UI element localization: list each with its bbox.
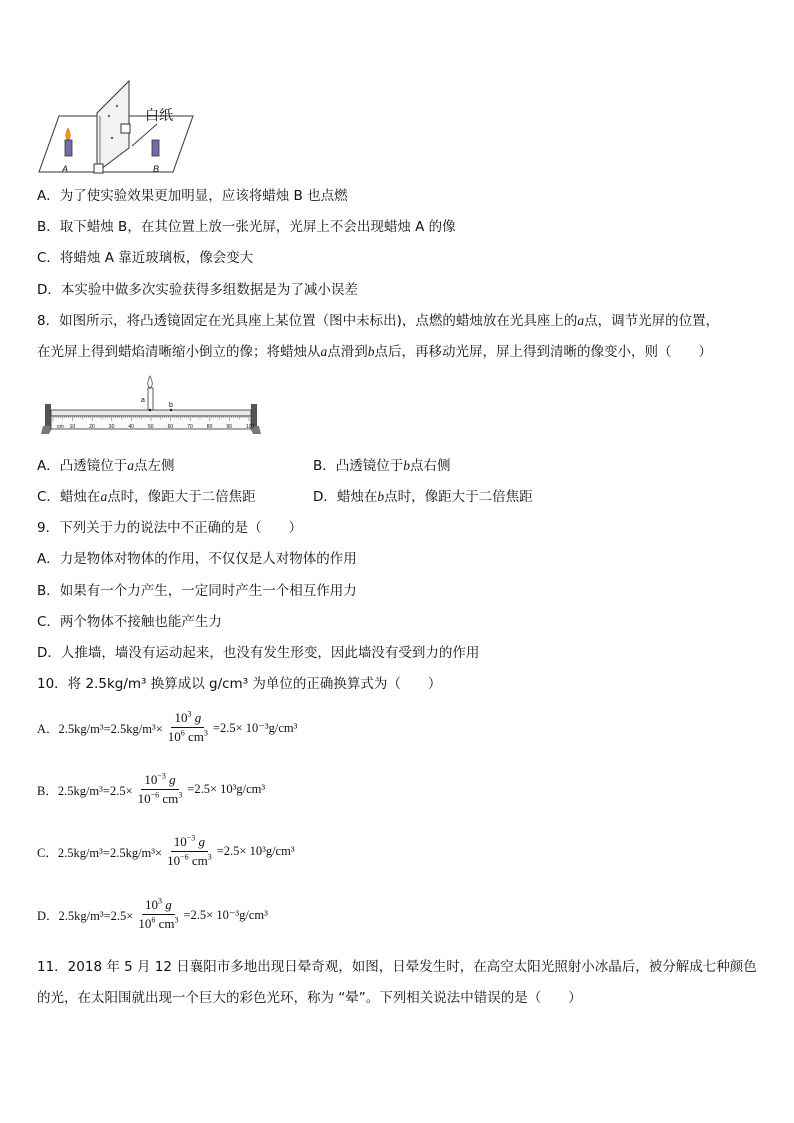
q10-option-d-fraction: $\frac{10^3 g}{10^6 cm^3}$ xyxy=(138,896,179,931)
q7-option-b: B．取下蜡烛 B，在其位置上放一张光屏，光屏上不会出现蜡烛 A 的像 xyxy=(37,219,456,235)
q7-option-a: A．为了使实验效果更加明显，应该将蜡烛 B 也点燃 xyxy=(37,188,348,204)
q8-option-c-pre: C．蜡烛在 xyxy=(37,489,101,505)
ruler-unit: cm xyxy=(57,424,64,430)
var-a: a xyxy=(127,458,134,473)
var-a: a xyxy=(577,313,585,328)
var-b: b xyxy=(377,489,385,504)
mirror-experiment-figure xyxy=(37,76,197,176)
q10-option-b-post: =2.5× 10³g/cm³ xyxy=(187,782,266,796)
q10-option-c-post: =2.5× 10³g/cm³ xyxy=(216,844,295,858)
q9-option-c: C．两个物体不接触也能产生力 xyxy=(37,614,222,630)
var-b: b xyxy=(403,458,411,473)
q8-option-b-post: 点右侧 xyxy=(410,458,451,474)
q8-stem-line1 xyxy=(37,312,719,330)
point-a xyxy=(149,409,151,411)
q9-stem: 9．下列关于力的说法中不正确的是（ ） xyxy=(37,520,303,536)
glass-clip xyxy=(121,124,130,133)
q10-option-b xyxy=(37,772,265,807)
q8-option-d xyxy=(313,488,533,506)
ruler-tick-label: 30 xyxy=(108,424,115,430)
flame-icon xyxy=(66,128,71,140)
label-paper: 白纸 xyxy=(145,107,173,123)
ruler-tick-label: 100 xyxy=(246,424,255,430)
q9-option-a: A．力是物体对物体的作用，不仅仅是人对物体的作用 xyxy=(37,551,357,567)
ruler-label-a: a xyxy=(141,397,145,404)
q8-stem-line2-pre: 在光屏上得到蜡焰清晰缩小倒立的像；将蜡烛从 xyxy=(37,344,321,360)
q10-option-c-fraction: $\frac{10^{-3} g}{10^{-6} cm^3}$ xyxy=(167,833,212,868)
q11-stem-line2: 的光，在太阳围就出现一个巨大的彩色光环，称为 “晕”。下列相关说法中错误的是（ ） xyxy=(37,990,582,1006)
optical-bench-figure xyxy=(37,374,267,436)
q10-option-c xyxy=(37,834,295,869)
q10-option-a-post: =2.5× 10⁻³g/cm³ xyxy=(212,720,298,735)
var-b: b xyxy=(367,344,375,359)
ruler-tick-label: 60 xyxy=(167,424,174,430)
q8-stem-line2 xyxy=(37,343,712,361)
q8-option-c xyxy=(37,488,256,506)
ruler-label-b: b xyxy=(169,402,173,409)
q8-stem-line1-pre: 8．如图所示，将凸透镜固定在光具座上某位置（图中未标出)，点燃的蜡烛放在光具座上的 xyxy=(37,313,578,329)
ruler-tick-label: 70 xyxy=(187,424,193,430)
ruler-tick-label: 80 xyxy=(206,424,213,430)
flame-icon xyxy=(148,376,153,388)
bench-rail xyxy=(51,410,251,416)
q7-option-d: D．本实验中做多次实验获得多组数据是为了减小误差 xyxy=(37,282,358,298)
q11-stem-line1: 11．2018 年 5 月 12 日襄阳市多地出现日晕奇观，如图，日晕发生时，在高空太阳光照射小冰晶后，被分解成七种颜色 xyxy=(37,959,757,975)
q8-option-a-post: 点左侧 xyxy=(134,458,175,474)
var-a: a xyxy=(100,489,108,504)
q8-stem-line2-post: 点后，再移动光屏，屏上得到清晰的像变小，则（ ） xyxy=(374,344,712,360)
q10-option-d xyxy=(37,897,268,932)
ruler-tick-label: 90 xyxy=(226,424,232,430)
label-a: A xyxy=(62,164,69,174)
q10-option-d-post: =2.5× 10⁻³g/cm³ xyxy=(183,907,268,922)
q10-stem: 10．将 2.5kg/m³ 换算成以 g/cm³ 为单位的正确换算式为（ ） xyxy=(37,676,442,692)
q10-option-a-fraction: $\frac{10^3 g}{10^6 cm^3}$ xyxy=(167,709,208,744)
q8-option-d-post: 点时，像距大于二倍焦距 xyxy=(384,489,533,505)
ruler-tick-label: 10 xyxy=(69,424,76,430)
q8-option-d-pre: D．蜡烛在 xyxy=(313,489,378,505)
q7-option-c: C．将蜡烛 A 靠近玻璃板，像会变大 xyxy=(37,250,254,266)
candle-a xyxy=(65,140,72,156)
glass-stand xyxy=(94,164,103,173)
q8-option-a-pre: A．凸透镜位于 xyxy=(37,458,128,474)
q10-option-a xyxy=(37,710,297,745)
q9-option-d: D．人推墙，墙没有运动起来，也没有发生形变，因此墙没有受到力的作用 xyxy=(37,645,480,661)
q8-option-c-post: 点时，像距大于二倍焦距 xyxy=(107,489,256,505)
q8-option-b xyxy=(313,457,451,475)
point-b xyxy=(170,409,172,411)
q9-option-b: B．如果有一个力产生，一定同时产生一个相互作用力 xyxy=(37,583,357,599)
q8-stem-line2-mid: 点滑到 xyxy=(327,344,368,360)
var-a: a xyxy=(320,344,328,359)
q10-option-c-pre: C．2.5kg/m³=2.5kg/m³× xyxy=(37,845,163,860)
q10-option-a-pre: A．2.5kg/m³=2.5kg/m³× xyxy=(37,721,163,736)
candle-b xyxy=(152,140,159,156)
ruler-tick-label: 50 xyxy=(148,424,154,430)
q8-stem-line1-post: 点，调节光屏的位置， xyxy=(584,313,720,329)
label-b: B xyxy=(153,164,160,174)
q8-option-b-pre: B．凸透镜位于 xyxy=(313,458,404,474)
q10-option-b-fraction: $\frac{10^{-3} g}{10^{-6} cm^3}$ xyxy=(137,771,183,806)
q8-option-a xyxy=(37,457,175,475)
candle xyxy=(148,388,153,410)
ruler-tick-label: 20 xyxy=(89,424,95,430)
q10-option-b-pre: B．2.5kg/m³=2.5× xyxy=(37,783,133,798)
ruler-tick-label: 40 xyxy=(128,424,134,430)
q10-option-d-pre: D．2.5kg/m³=2.5× xyxy=(37,908,134,923)
